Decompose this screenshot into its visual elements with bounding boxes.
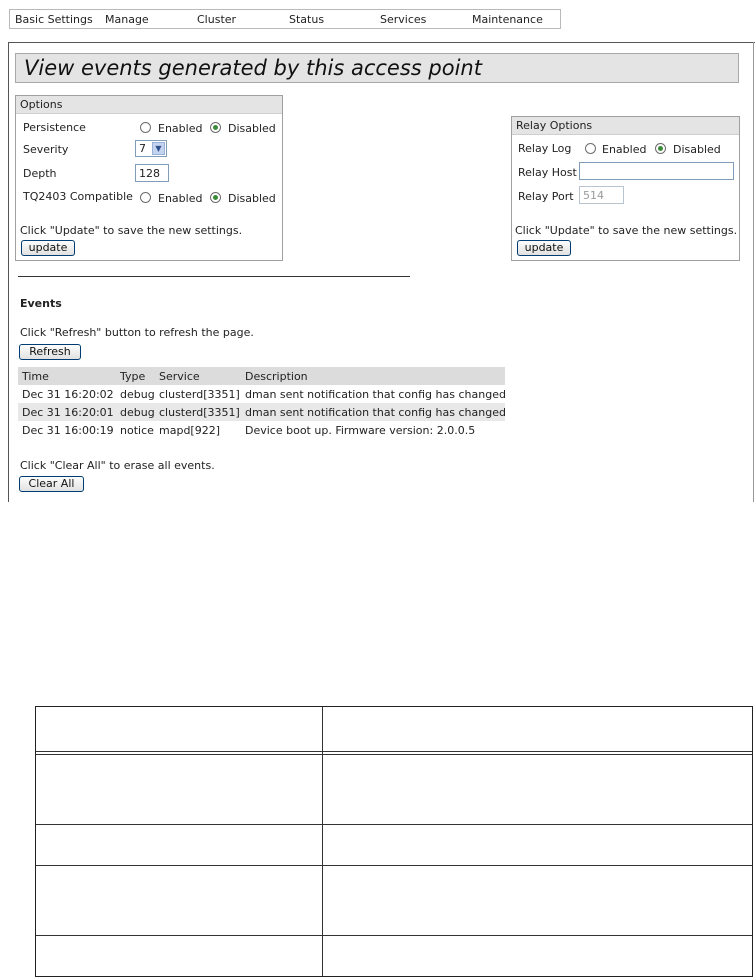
event-description: dman sent notification that config has changed [245,388,506,401]
depth-input[interactable]: 128 [135,164,169,182]
event-service: mapd[922] [159,424,220,437]
persistence-enabled-label: Enabled [158,122,203,135]
outline-row-divider [36,865,752,866]
relay-port-input[interactable]: 514 [579,186,624,204]
depth-label: Depth [23,167,57,180]
persistence-label: Persistence [23,121,86,134]
col-type: Type [120,370,146,383]
relay-host-label: Relay Host [518,166,577,179]
persistence-disabled-label: Disabled [228,122,276,135]
persistence-enabled-radio[interactable] [140,122,151,133]
tq2403-label: TQ2403 Compatible [23,190,133,203]
events-heading: Events [20,297,62,310]
options-panel [15,95,283,261]
event-description: dman sent notification that config has changed [245,406,506,419]
severity-select[interactable] [135,140,167,157]
events-table-header [18,367,505,385]
relay-host-input[interactable] [579,162,734,180]
relay-panel-header [512,117,739,135]
events-table [18,367,505,439]
severity-value: 7 [139,142,146,155]
persistence-disabled-radio[interactable] [210,122,221,133]
content-frame-top [8,42,755,43]
event-service: clusterd[3351] [159,388,240,401]
tq2403-disabled-label: Disabled [228,192,276,205]
outline-row-divider [36,935,752,936]
nav-status[interactable]: Status [289,13,325,26]
table-row [18,421,505,439]
nav-services[interactable]: Services [380,13,427,26]
event-type: notice [120,424,154,437]
table-row [18,385,505,403]
outline-row-divider [36,754,752,755]
tq2403-disabled-radio[interactable] [210,192,221,203]
relay-log-enabled-label: Enabled [602,143,647,156]
col-description: Description [245,370,308,383]
tq2403-enabled-label: Enabled [158,192,203,205]
relay-update-note: Click "Update" to save the new settings. [515,224,738,237]
col-time: Time [22,370,49,383]
clear-all-button[interactable]: Clear All [19,476,84,492]
event-time: Dec 31 16:20:01 [22,406,114,419]
event-time: Dec 31 16:00:19 [22,424,114,437]
table-row [18,403,505,421]
event-type: debug [120,406,155,419]
options-panel-header [16,96,282,114]
nav-basic-settings[interactable]: Basic Settings [15,13,93,26]
severity-label: Severity [23,143,69,156]
relay-log-label: Relay Log [518,142,572,155]
nav-cluster[interactable]: Cluster [197,13,237,26]
relay-options-title: Relay Options [516,119,593,132]
outline-row-divider [36,824,752,825]
event-time: Dec 31 16:20:02 [22,388,114,401]
relay-log-disabled-radio[interactable] [655,143,666,154]
event-description: Device boot up. Firmware version: 2.0.0.5 [245,424,476,437]
outline-row-divider [36,751,752,752]
content-frame-left [8,42,9,502]
options-update-button[interactable]: update [21,240,75,256]
refresh-button[interactable]: Refresh [19,344,81,360]
col-service: Service [159,370,200,383]
relay-log-enabled-radio[interactable] [585,143,596,154]
nav-maintenance[interactable]: Maintenance [472,13,543,26]
relay-update-button[interactable]: update [517,240,571,256]
options-update-note: Click "Update" to save the new settings. [20,224,243,237]
top-nav [9,9,561,29]
page-title: View events generated by this access point [24,56,482,80]
section-divider [18,276,410,277]
tq2403-enabled-radio[interactable] [140,192,151,203]
empty-outline-table [35,706,753,977]
chevron-down-icon: ▼ [152,142,165,155]
event-service: clusterd[3351] [159,406,240,419]
relay-log-disabled-label: Disabled [673,143,721,156]
nav-manage[interactable]: Manage [105,13,149,26]
options-title: Options [20,98,63,111]
relay-port-label: Relay Port [518,190,574,203]
clear-all-note: Click "Clear All" to erase all events. [20,459,215,472]
refresh-note: Click "Refresh" button to refresh the page. [20,326,254,339]
content-frame-right [753,42,754,502]
relay-options-panel [511,116,740,261]
event-type: debug [120,388,155,401]
title-bar [15,53,739,83]
